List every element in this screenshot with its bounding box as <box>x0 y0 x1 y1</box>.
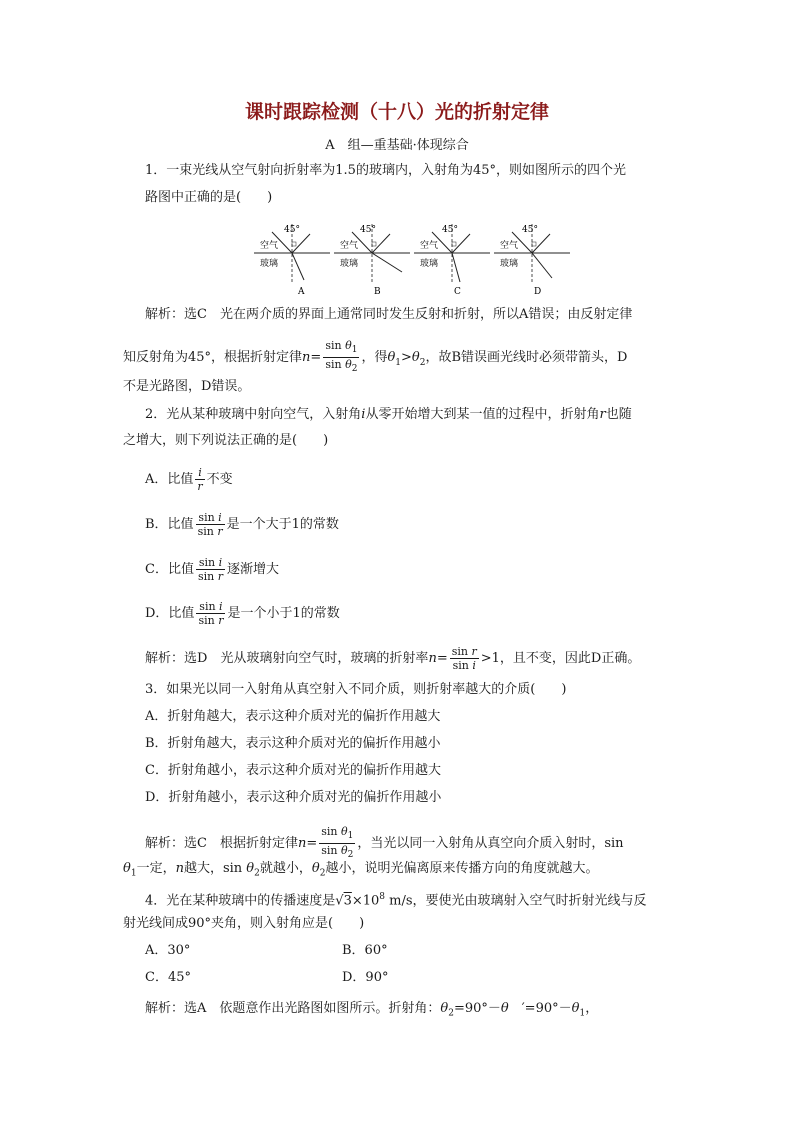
glass-label: 玻璃 <box>260 259 279 269</box>
q4-option-a: A．30° <box>145 943 191 958</box>
q2-option-a: A．比值 $\frac{i}{r}$ 不变 <box>145 466 233 493</box>
figure-panel-d <box>494 224 570 297</box>
q2-stem-line1: 2．光从某种玻璃中射向空气，入射角i从零开始增大到某一值的过程中，折射角r也随 <box>145 407 632 422</box>
panel-label-d: D <box>534 287 542 297</box>
q4-option-d: D．90° <box>342 970 389 985</box>
panel-label-b: B <box>374 287 381 297</box>
q3-option-b: B．折射角越大，表示这种介质对光的偏折作用越小 <box>145 736 441 751</box>
q3-analysis-line2: $\theta_1$一定，n越大，$\sin \theta_2$就越小，$\theta_2$越小，说明光偏离原来传播方向的角度就越大。 <box>123 861 599 879</box>
glass-label: 玻璃 <box>340 259 359 269</box>
q3-option-c: C．折射角越小，表示这种介质对光的偏折作用越大 <box>145 763 441 778</box>
q3-option-d: D．折射角越小，表示这种介质对光的偏折作用越小 <box>145 790 442 805</box>
q4-option-c: C．45° <box>145 970 191 985</box>
angle-label: 45° <box>284 225 300 235</box>
figure-panel-b <box>334 224 410 297</box>
q4-stem-line1: 4．光在某种玻璃中的传播速度是$√3\times 10^8$ m/s，要使光由玻璃射入空气时折射光线与反 <box>145 892 647 909</box>
angle-label: 45° <box>360 225 376 235</box>
figure-panel-a <box>254 224 330 297</box>
q3-stem: 3．如果光以同一入射角从真空射入不同介质，则折射率越大的介质( ) <box>145 682 567 697</box>
air-label: 空气 <box>500 241 519 251</box>
q1-analysis-line3: 不是光路图，D错误。 <box>123 379 251 394</box>
angle-label: 45° <box>442 225 458 235</box>
figure-panel-c <box>414 224 490 297</box>
q2-option-b: B．比值 $\frac{\text{sin i}}{\text{sin r}}$ 是一个大于1的常数 <box>145 511 339 538</box>
angle-label: 45° <box>522 225 538 235</box>
q2-option-c: C．比值 $\frac{\text{sin i}}{\text{sin r}}$ 逐渐增大 <box>145 556 279 583</box>
q1-light-path-figure <box>250 220 570 298</box>
q2-stem-line2: 之增大，则下列说法正确的是( ) <box>123 433 329 448</box>
section-subtitle: A 组—重基础·体现综合 <box>325 138 469 153</box>
q4-option-b: B．60° <box>342 943 388 958</box>
q4-analysis: 解析：选A 依题意作出光路图如图所示。折射角：$\theta_2=90^\circ-\theta$ $'=90^\circ-\theta_1$， <box>145 1001 599 1019</box>
q2-option-d: D．比值 $\frac{\text{sin i}}{\text{sin r}}$ 是一个小于1的常数 <box>145 600 340 627</box>
q2-analysis: 解析：选D 光从玻璃射向空气时，玻璃的折射率n= $\frac{\text{sin r}}{\text{sin i}}$ >1，且不变，因此D正确。 <box>145 645 641 672</box>
air-label: 空气 <box>420 241 439 251</box>
air-label: 空气 <box>260 241 279 251</box>
q1-stem-line2: 路图中正确的是( ) <box>145 190 273 205</box>
q1-stem-line1: 1．一束光线从空气射向折射率为1.5的玻璃内，入射角为45°，则如图所示的四个光 <box>145 163 626 178</box>
glass-label: 玻璃 <box>420 259 439 269</box>
q1-analysis-line2: 知反射角为45°，根据折射定律n= $\frac{\sin \theta_1}{\sin \theta_2}$ ，得$\theta_1>\theta_2$，故B错误画光线时必须带箭头，D <box>123 339 628 375</box>
sqrt-symbol: √3 <box>335 893 352 909</box>
q1-analysis-line1: 解析：选C 光在两介质的界面上通常同时发生反射和折射，所以A错误；由反射定律 <box>145 307 633 322</box>
snell-fraction: $\frac{\sin \theta_1}{\sin \theta_2}$ <box>325 339 358 375</box>
panel-label-a: A <box>298 287 305 297</box>
q3-analysis-line1: 解析：选C 根据折射定律n= $\frac{\sin \theta_1}{\sin \theta_2}$ ，当光以同一入射角从真空向介质入射时，sin <box>145 825 624 861</box>
page-title: 课时跟踪检测（十八）光的折射定律 <box>244 101 549 123</box>
glass-label: 玻璃 <box>500 259 519 269</box>
panel-label-c: C <box>454 287 461 297</box>
q3-option-a: A．折射角越大，表示这种介质对光的偏折作用越大 <box>145 709 441 724</box>
air-label: 空气 <box>340 241 359 251</box>
q4-stem-line2: 射光线间成90°夹角，则入射角应是( ) <box>123 916 365 931</box>
